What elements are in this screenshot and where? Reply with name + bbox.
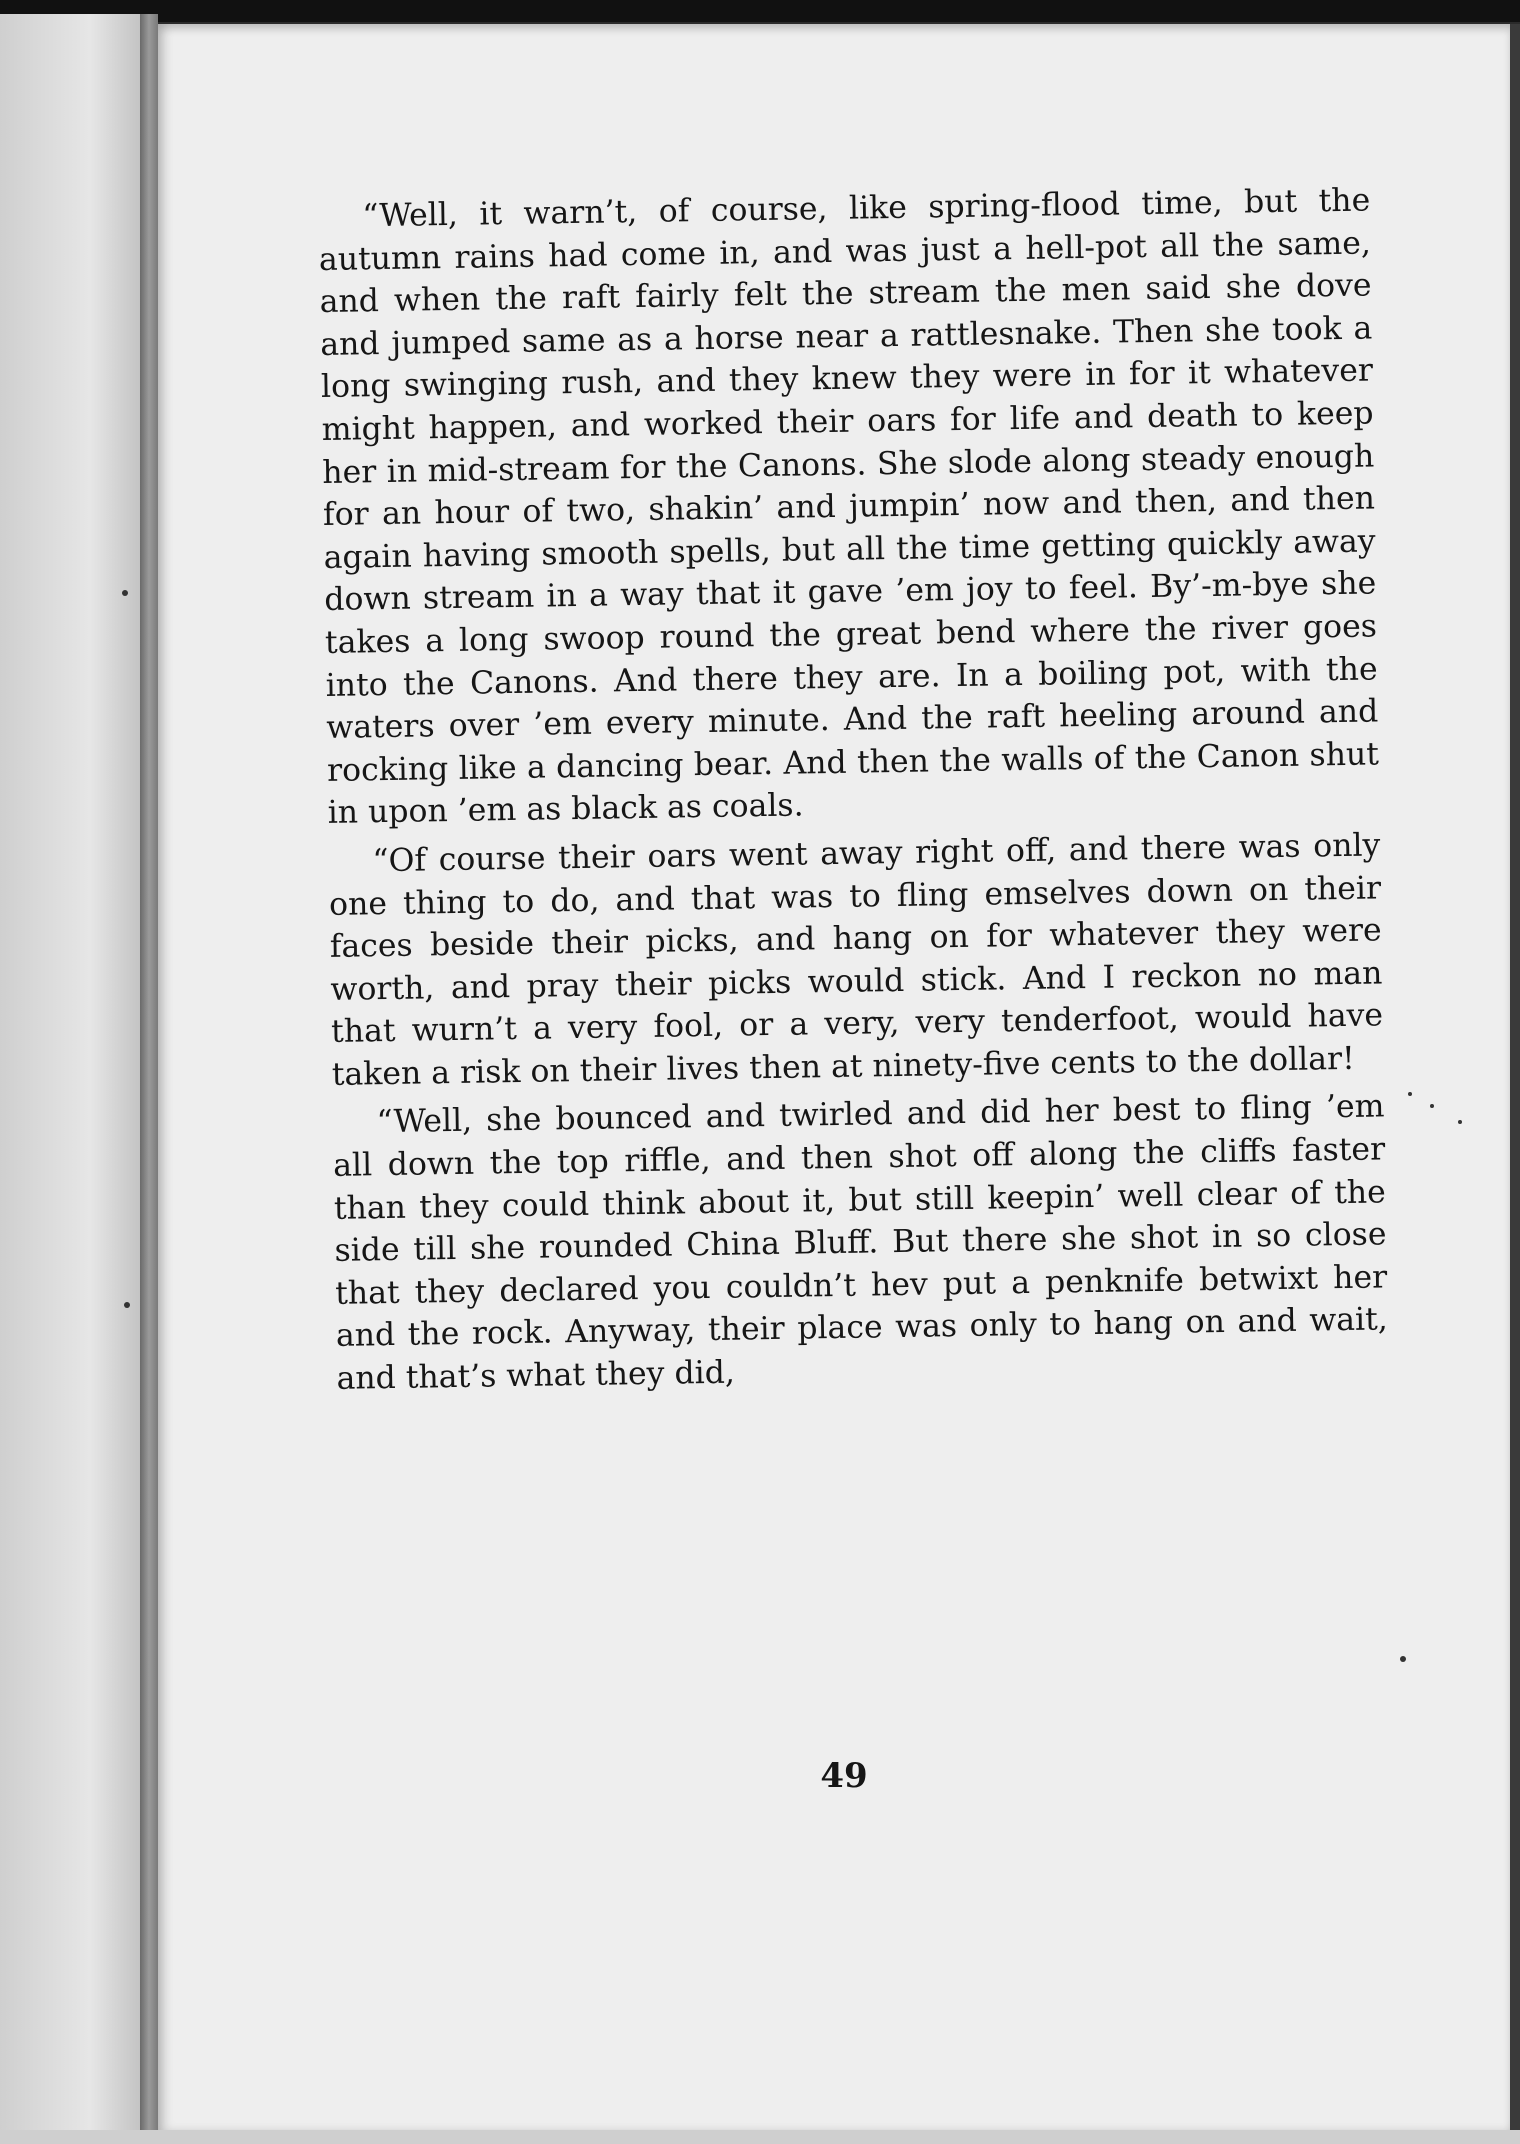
dust-speck <box>1458 1120 1462 1124</box>
dust-speck <box>124 1302 130 1308</box>
right-dark-edge <box>1510 24 1520 2144</box>
dust-speck <box>1408 1092 1412 1096</box>
dust-speck <box>1430 1104 1434 1108</box>
left-page-edge <box>0 14 150 2144</box>
paragraph: “Of course their oars went away right off, and there was only one thing to do, and that was to fling emselves down on their faces beside their picks, and hang on for whatever they were worth, and pray their picks would stick. And I reckon no man that wurn’t a very fool, or a very, very tenderfoot, would have taken a risk on their lives then at ninety-five cents to the dollar! <box>328 827 1384 1093</box>
book-page <box>158 24 1510 2132</box>
paragraph: “Well, it warn’t, of course, like spring-flood time, but the autumn rains had come in, and was just a hell-pot all the same, and when the raft fairly felt the stream the men said she dove and jumped same as a horse near a rattlesnake. Then she took a long swinging rush, and they knew they were in for it whatever might happen, and worked their oars for life and death to keep her in mid-stream for the Canons. She slode along steady enough for an hour of two, shakin’ and jumpin’ now and then, and then again having smooth spells, but all the time getting quickly away down stream in a way that it gave ’em joy to feel. By’-m-bye she takes a long swoop round the great bend where the river goes into the Canons. And there they are. In a boiling pot, with the waters over ’em every minute. And the raft heeling around and rocking like a dancing bear. And then the walls of the Canon shut in upon ’em as black as coals. <box>318 182 1380 832</box>
page-number: 49 <box>820 1756 868 1796</box>
dust-speck <box>1400 1656 1406 1662</box>
body-text <box>318 179 1389 1406</box>
paragraph: “Well, she bounced and twirled and did her best to fling ’em all down the top riffle, and then shot off along the cliffs faster than they could think about it, but still keepin’ well clear of the side till she rounded China Bluff. But there she shot in so close that they declared you couldn’t hev put a penknife betwixt her and the rock. Anyway, their place was only to hang on and wait, and that’s what they did, <box>332 1088 1389 1397</box>
bottom-edge <box>0 2130 1520 2144</box>
top-dark-edge <box>0 0 1520 22</box>
book-gutter <box>140 14 158 2144</box>
dust-speck <box>122 590 128 596</box>
